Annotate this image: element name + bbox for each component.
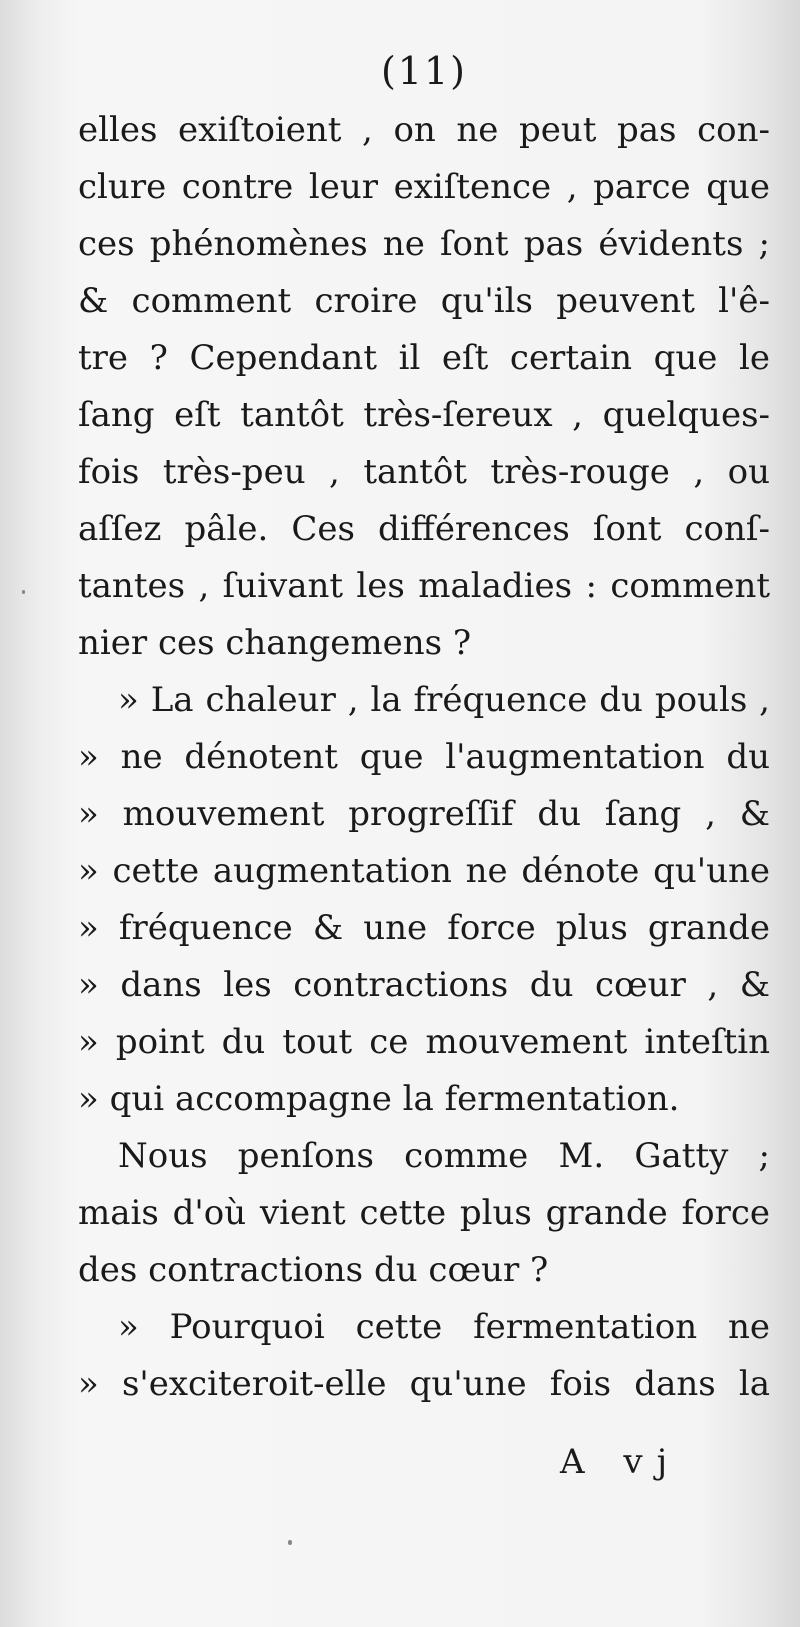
text-line: Nous penſons comme M. Gatty ; <box>118 1136 770 1176</box>
quote-line: » cette augmentation ne dénote qu'une <box>78 851 770 891</box>
page-number-header: (11) <box>380 49 467 93</box>
paper-speck <box>22 590 25 594</box>
text-line: elles exiſtoient , on ne peut pas con- <box>78 110 770 150</box>
quote-line: » La chaleur , la fréquence du pouls , <box>118 680 770 720</box>
quote-line: » point du tout ce mouvement inteſtin <box>78 1022 770 1062</box>
text-line: aſſez pâle. Ces différences ſont conſ- <box>78 509 770 549</box>
text-line: & comment croire qu'ils peuvent l'ê- <box>78 281 770 321</box>
quote-line: » dans les contractions du cœur , & <box>78 965 770 1005</box>
quote-line: » qui accompagne la fermentation. <box>78 1079 680 1119</box>
text-line: fois très-peu , tantôt très-rouge , ou <box>78 452 770 492</box>
text-line: des contractions du cœur ? <box>78 1250 549 1290</box>
text-line: ces phénomènes ne ſont pas évidents ; <box>78 224 770 264</box>
page-text <box>78 40 770 1413</box>
text-line: ſang eſt tantôt très-ſereux , quelques- <box>78 395 770 435</box>
quote-line: » ne dénotent que l'augmentation du <box>78 737 770 777</box>
quote-line: » Pourquoi cette fermentation ne <box>118 1307 770 1347</box>
text-line: nier ces changemens ? <box>78 623 472 663</box>
quote-line: » fréquence & une force plus grande <box>78 908 770 948</box>
quote-line: » mouvement progreſſif du ſang , & <box>78 794 770 834</box>
text-line: mais d'où vient cette plus grande force <box>78 1193 770 1233</box>
paper-speck <box>288 1540 292 1545</box>
quote-line: » s'exciteroit-elle qu'une fois dans la <box>78 1364 770 1404</box>
text-line: tre ? Cependant il eſt certain que le <box>78 338 770 378</box>
text-line: clure contre leur exiſtence , parce que <box>78 167 770 207</box>
signature-mark: A vj <box>560 1442 682 1482</box>
text-line: tantes , ſuivant les maladies : comment <box>78 566 770 606</box>
